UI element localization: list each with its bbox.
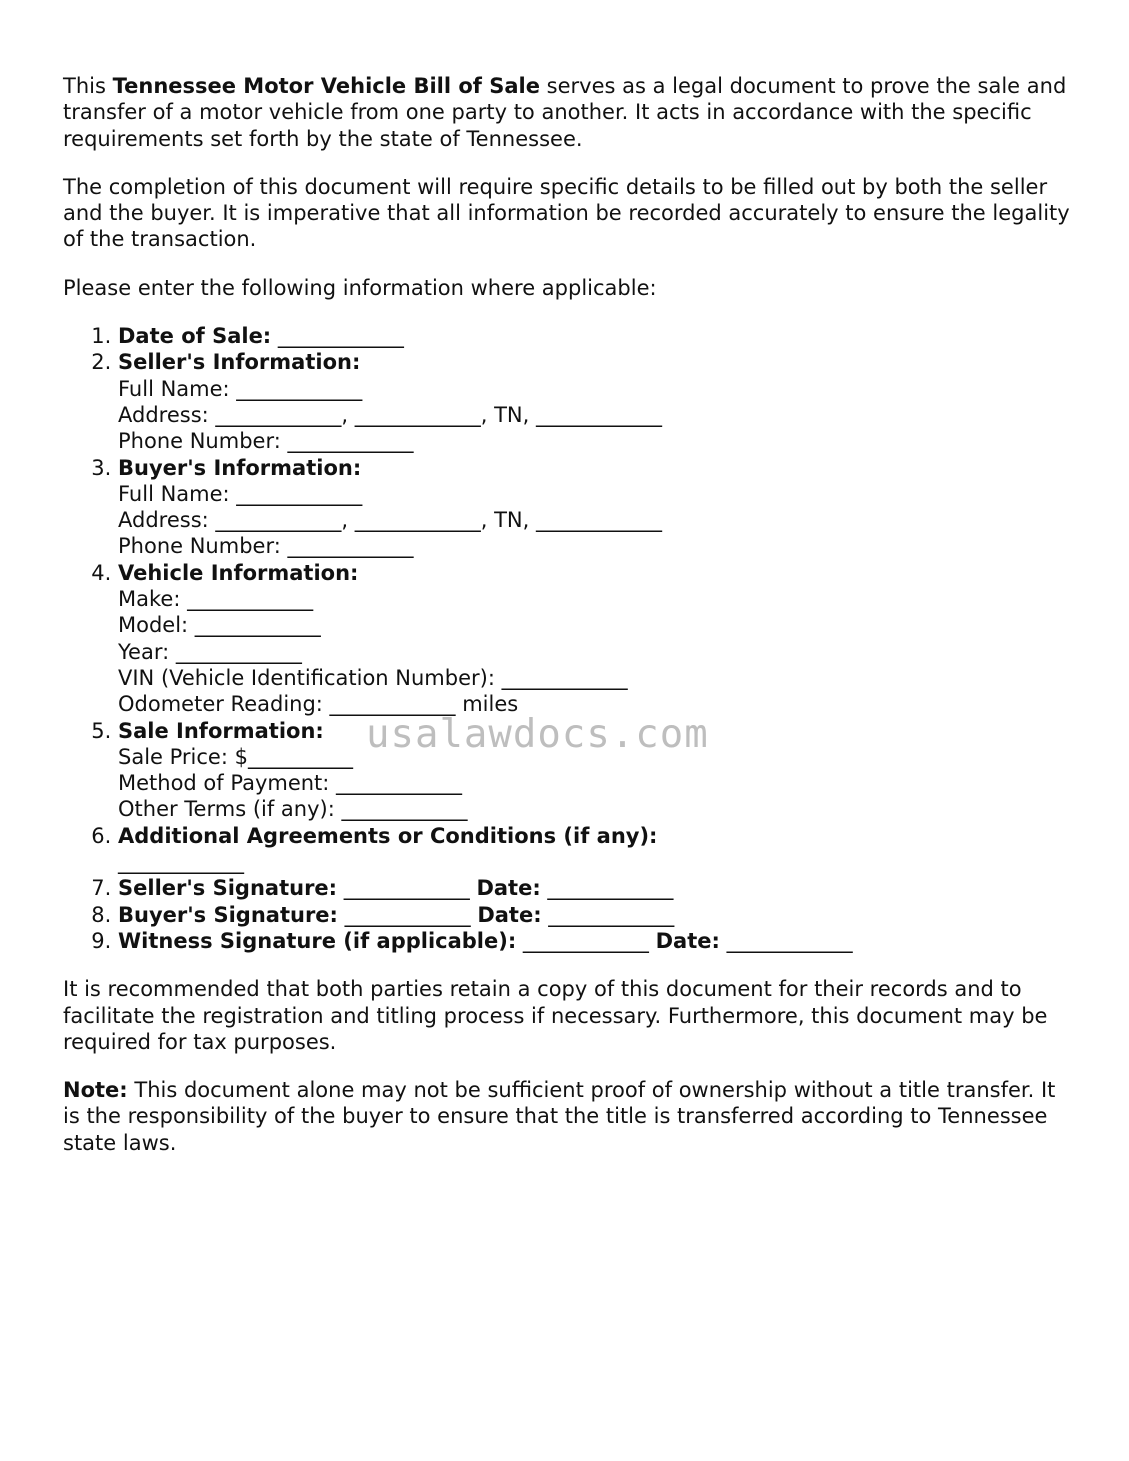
buyer-phone-field[interactable]: Phone Number: ____________ (118, 534, 414, 559)
buyer-signature-label: Buyer's Signature: (118, 902, 338, 927)
intro-paragraph (63, 73, 1073, 152)
seller-signature-field[interactable]: ____________ (337, 876, 477, 901)
list-item-vehicle-info (118, 560, 1073, 718)
buyer-full-name-field[interactable]: Full Name: ____________ (118, 481, 363, 506)
buyer-signature-date-label: Date: (477, 902, 542, 927)
form-fields-list (63, 323, 1073, 954)
seller-address-field[interactable]: Address: ____________, ____________, TN, ____________ (118, 402, 662, 427)
list-item-seller-signature (118, 875, 1073, 901)
buyer-signature-date-field[interactable]: ____________ (541, 902, 675, 927)
document-body (63, 73, 1073, 1178)
seller-info-label: Seller's Information: (118, 350, 361, 375)
list-item-buyer-info (118, 455, 1073, 560)
sale-price-field[interactable]: Sale Price: $__________ (118, 744, 353, 769)
buyer-address-field[interactable]: Address: ____________, ____________, TN, ____________ (118, 508, 662, 533)
buyer-signature-field[interactable]: ____________ (337, 902, 478, 927)
document-title: Tennessee Motor Vehicle Bill of Sale (112, 74, 540, 98)
instructions-paragraph: Please enter the following information where applicable: (63, 275, 657, 300)
note-text: This document alone may not be sufficient proof of ownership without a title transfer. It is the responsibility of the buyer to ensure that the title is transferred according to Tennessee state laws. (63, 1078, 1056, 1155)
payment-method-field[interactable]: Method of Payment: ____________ (118, 771, 463, 796)
vehicle-odometer-field[interactable]: Odometer Reading: ____________ miles (118, 692, 519, 717)
list-item-witness-signature (118, 928, 1073, 954)
watermark: usalawdocs.com (366, 712, 709, 757)
vehicle-year-field[interactable]: Year: ____________ (118, 639, 302, 664)
sale-info-label: Sale Information: (118, 718, 324, 743)
intro-text-start: This (63, 74, 113, 98)
additional-agreements-label: Additional Agreements or Conditions (if any): (118, 823, 658, 848)
date-of-sale-label: Date of Sale: (118, 324, 272, 349)
note-paragraph (63, 1077, 1073, 1156)
completion-paragraph: The completion of this document will require specific details to be filled out by both the seller and the buyer. It is imperative that all information be recorded accurately to ensure the legality of the transaction. (63, 174, 1070, 252)
vehicle-info-label: Vehicle Information: (118, 560, 359, 585)
vehicle-make-field[interactable]: Make: ____________ (118, 587, 314, 612)
vehicle-vin-field[interactable]: VIN (Vehicle Identification Number): ____________ (118, 665, 628, 690)
retention-paragraph: It is recommended that both parties retain a copy of this document for their records and to facilitate the registration and titling process if necessary. Furthermore, this document may be required for tax purposes. (63, 977, 1048, 1054)
list-item-buyer-signature (118, 902, 1073, 928)
witness-signature-label: Witness Signature (if applicable): (118, 928, 517, 953)
buyer-info-label: Buyer's Information: (118, 455, 362, 480)
seller-signature-date-field[interactable]: ____________ (540, 876, 674, 901)
seller-signature-date-label: Date: (476, 876, 541, 901)
witness-signature-field[interactable]: ____________ (516, 928, 656, 953)
vehicle-model-field[interactable]: Model: ____________ (118, 613, 321, 638)
additional-agreements-field[interactable]: ____________ (118, 850, 244, 875)
seller-signature-label: Seller's Signature: (118, 876, 338, 901)
witness-signature-date-field[interactable]: ____________ (719, 928, 853, 953)
note-label: Note: (63, 1078, 128, 1103)
list-item-seller-info (118, 349, 1073, 454)
list-item-date-of-sale (118, 323, 1073, 349)
witness-signature-date-label: Date: (655, 928, 720, 953)
other-terms-field[interactable]: Other Terms (if any): ____________ (118, 797, 468, 822)
seller-phone-field[interactable]: Phone Number: ____________ (118, 429, 414, 454)
seller-full-name-field[interactable]: Full Name: ____________ (118, 376, 363, 401)
intro-text-end: serves as a legal document to prove the sale and transfer of a motor vehicle from one party to another. It acts in accordance with the specific requirements set forth by the state of Tennessee. (63, 74, 1067, 151)
date-of-sale-field[interactable]: ____________ (271, 324, 404, 349)
list-item-additional-agreements (118, 823, 1073, 876)
